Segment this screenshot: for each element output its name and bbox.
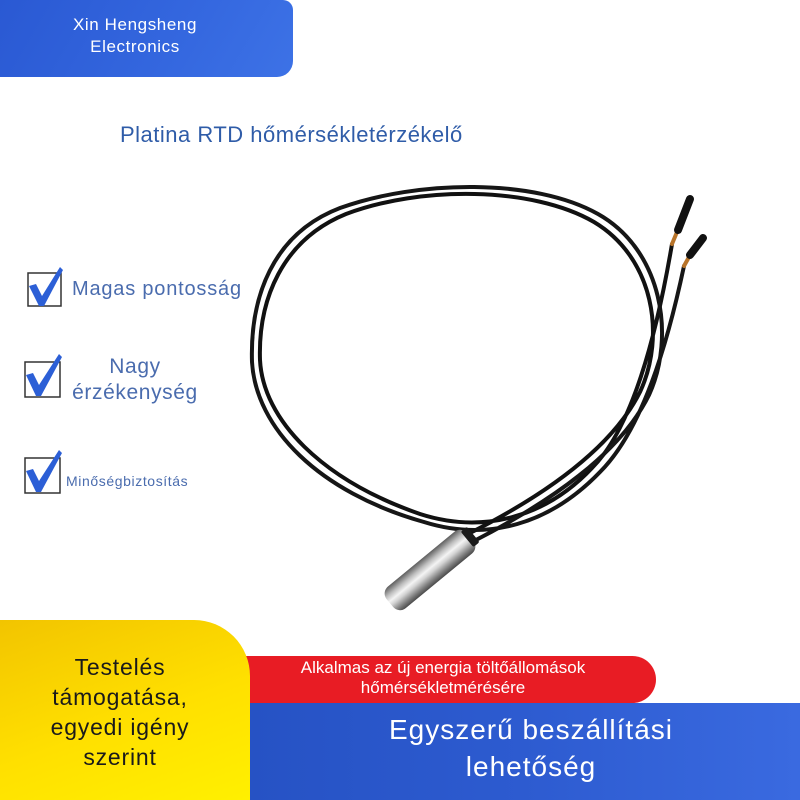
brand-name-line: Electronics [90,37,180,56]
supply-banner-text [262,711,800,785]
application-banner [236,656,656,703]
feature-label [60,354,210,406]
checkmark-icon [22,450,64,494]
sensor-cable [260,194,672,533]
feature-label-line: érzékenység [72,381,198,404]
brand-badge [0,0,293,77]
checkmark-icon [22,354,64,398]
feature-label-line: Nagy [109,355,161,378]
sampling-banner [0,620,250,800]
brand-name [0,14,270,58]
sampling-banner-line: támogatása, [52,684,188,710]
feature-label: Magas pontosság [72,278,242,300]
sensor-product-image [240,170,720,630]
wire-tip-sleeve [690,238,703,255]
checkmark-icon [25,265,67,309]
sensor-probe [381,524,482,614]
supply-banner [246,703,800,800]
supply-banner-line: lehetőség [465,751,597,782]
probe-body [381,526,479,614]
product-title: Platina RTD hőmérsékletérzékelő [120,122,463,147]
sampling-banner-text [0,652,240,772]
feature-label: Minőségbiztosítás [66,473,189,489]
supply-banner-line: Egyszerű beszállítási [388,714,673,745]
sampling-banner-line: egyedi igény [50,714,190,740]
application-banner-line: hőmérsékletmérésére [360,678,526,697]
wire-tip-sleeve [678,199,690,230]
sampling-banner-line: Testelés [74,654,166,680]
brand-name-line: Xin Hengsheng [72,15,198,34]
application-banner-text [236,658,650,698]
sampling-banner-line: szerint [83,744,157,770]
application-banner-line: Alkalmas az új energia töltőállomások [300,658,586,677]
wire-copper-end [672,232,677,244]
